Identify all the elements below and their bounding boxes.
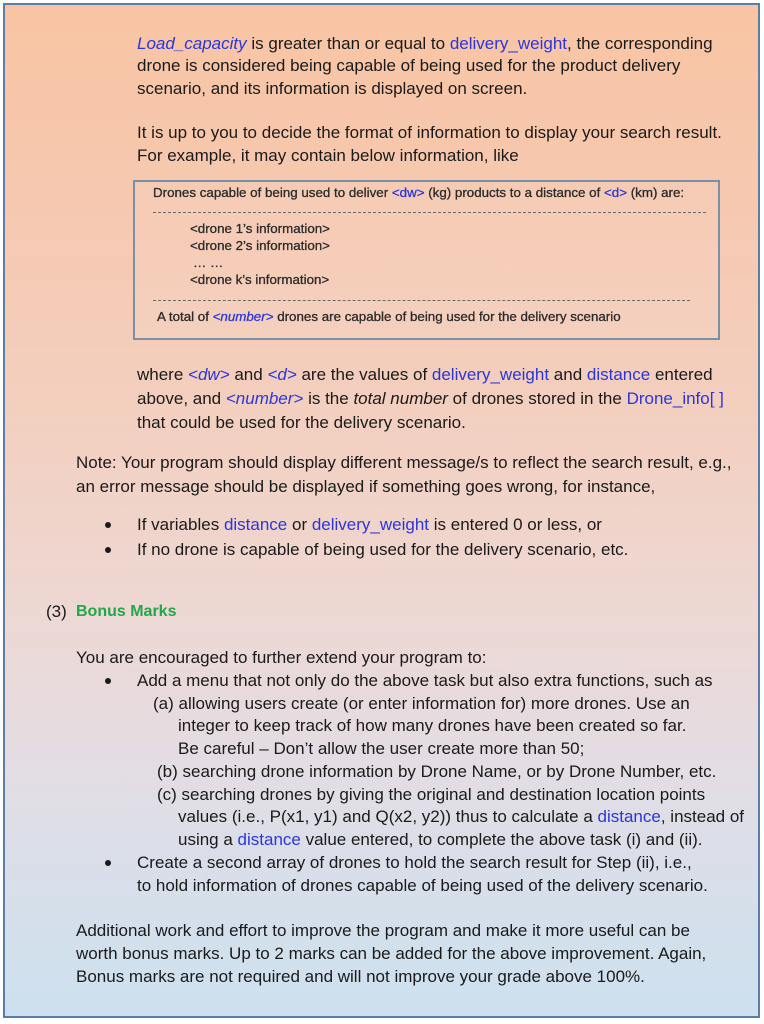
keyword-distance: distance (597, 807, 661, 826)
keyword-delivery-weight: delivery_weight (431, 365, 550, 384)
text-segment: or (287, 515, 312, 534)
bullet-icon (105, 860, 111, 866)
keyword-delivery-weight: delivery_weight (449, 34, 568, 53)
text-segment: , instead of (660, 807, 745, 826)
text-segment: entered (650, 365, 713, 384)
placeholder-dw: <dw> (391, 185, 425, 200)
format-hint-line-1: It is up to you to decide the format of information to display your search result. (137, 123, 722, 142)
closing-line-1: Additional work and effort to improve the program and make it more useful can be (76, 921, 690, 940)
explanation-line-2 (137, 388, 724, 410)
explanation-line-1 (137, 364, 713, 386)
sample-output-item: <drone k’s information> (190, 272, 330, 287)
closing-line-2: worth bonus marks. Up to 2 marks can be added for the above improvement. Again, (76, 944, 707, 963)
keyword-distance: distance (586, 365, 651, 384)
sample-output-item: <drone 2’s information> (190, 238, 330, 253)
option-c-line-3 (178, 829, 702, 851)
placeholder-number: <number> (212, 309, 274, 324)
sample-output-header (153, 185, 684, 201)
sample-output-item: <drone 1’s information> (190, 221, 330, 236)
text-segment: of drones stored in the (447, 389, 627, 408)
text-segment: drones are capable of being used for the delivery scenario (273, 309, 621, 324)
text-segment: and (549, 365, 587, 384)
note-bullet-2 (137, 539, 628, 561)
option-a-line-3: Be careful – Don’t allow the user create more than 50; (178, 739, 585, 758)
intro-line-2: drone is considered being capable of being used for the product delivery (137, 56, 681, 75)
text-segment: is the (303, 389, 354, 408)
closing-line-3: Bonus marks are not required and will not improve your grade above 100%. (76, 967, 645, 986)
dashed-divider-top (153, 212, 706, 213)
text-segment: values (i.e., P(x1, y1) and Q(x2, y2)) thus to calculate a (178, 807, 598, 826)
option-a-line-1: (a) allowing users create (or enter information for) more drones. Use an (153, 694, 690, 713)
text-segment: A total of (157, 309, 213, 324)
dashed-divider-bottom (153, 300, 690, 301)
bullet-icon (105, 522, 111, 528)
option-c-line-2 (178, 806, 744, 828)
sample-output-ellipsis: … … (193, 255, 224, 270)
text-segment: , the corresponding (567, 34, 713, 53)
text-segment: using a (178, 830, 238, 849)
intro-line-1 (137, 33, 713, 55)
placeholder-d: <d> (267, 365, 297, 384)
bullet-icon (105, 678, 111, 684)
keyword-delivery-weight: delivery_weight (311, 515, 430, 534)
note-line-1: Note: Your program should display different message/s to reflect the search result, e.g., (76, 453, 732, 472)
text-segment: (km) are: (627, 185, 685, 200)
option-c-line-1: (c) searching drones by giving the original and destination location points (157, 785, 706, 804)
text-segment: Drones capable of being used to deliver (153, 185, 392, 200)
bonus-menu-bullet: Add a menu that not only do the above task but also extra functions, such as (137, 671, 713, 690)
format-hint-line-2: For example, it may contain below information, like (137, 146, 519, 165)
text-segment: where (137, 365, 189, 384)
text-segment: If no drone is capable of being used for the delivery scenario, etc. (137, 540, 629, 559)
bonus-intro: You are encouraged to further extend your program to: (76, 648, 487, 667)
text-segment: value entered, to complete the above task (i) and (ii). (300, 830, 703, 849)
text-segment: is greater than or equal to (246, 34, 450, 53)
intro-line-3: scenario, and its information is displayed on screen. (137, 79, 528, 98)
keyword-drone-info: Drone_info[ ] (626, 389, 724, 408)
option-b-line: (b) searching drone information by Drone Name, or by Drone Number, etc. (157, 762, 717, 781)
placeholder-d: <d> (604, 185, 628, 200)
note-bullet-1 (137, 514, 602, 536)
keyword-load-capacity: Load_capacity (137, 34, 247, 53)
note-line-2: an error message should be displayed if something goes wrong, for instance, (76, 477, 656, 496)
sample-output-box (133, 180, 720, 340)
second-array-line-2: to hold information of drones capable of being used of the delivery scenario. (137, 876, 708, 895)
text-segment: (kg) products to a distance of (424, 185, 605, 200)
placeholder-dw: <dw> (188, 365, 230, 384)
section-number: (3) (46, 602, 67, 621)
text-segment: is entered 0 or less, or (429, 515, 602, 534)
keyword-distance: distance (223, 515, 288, 534)
bullet-icon (105, 547, 111, 553)
text-segment: and (229, 365, 268, 384)
option-a-line-2: integer to keep track of how many drones have been created so far. (178, 716, 687, 735)
explanation-line-3: that could be used for the delivery scenario. (137, 413, 466, 432)
second-array-line-1: Create a second array of drones to hold the search result for Step (ii), i.e., (137, 853, 692, 872)
keyword-distance: distance (237, 830, 301, 849)
section-title: Bonus Marks (76, 603, 177, 620)
placeholder-number: <number> (225, 389, 304, 408)
sample-output-footer (157, 309, 621, 325)
emphasis-total-number: total number (353, 389, 448, 408)
text-segment: above, and (137, 389, 226, 408)
text-segment: If variables (137, 515, 224, 534)
text-segment: are the values of (296, 365, 432, 384)
